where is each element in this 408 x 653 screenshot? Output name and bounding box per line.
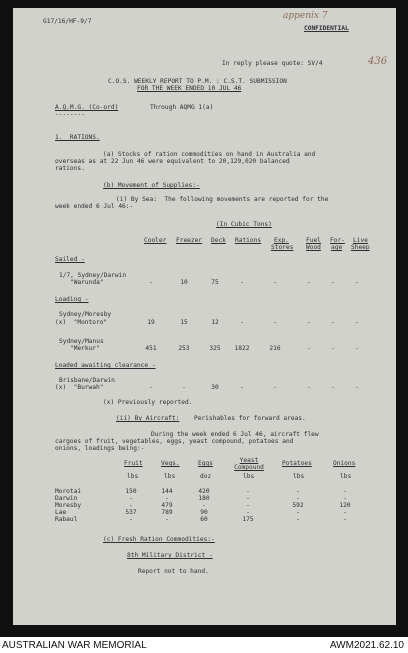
col-header-exp: Exp. bbox=[274, 237, 289, 244]
reply-reference: In reply please quote: SV/4 bbox=[222, 60, 323, 67]
reply-reference-handwritten: 436 bbox=[368, 56, 388, 67]
air-table-cell: 789 bbox=[161, 509, 173, 516]
sea-table-cell: 15 bbox=[180, 319, 188, 326]
air-table-cell: - bbox=[246, 502, 250, 509]
air-table-cell: - bbox=[202, 502, 206, 509]
air-table-cell: - bbox=[296, 509, 300, 516]
col-header-forage: For- bbox=[330, 237, 345, 244]
sea-table-cell: - bbox=[240, 319, 244, 326]
units-label: (In Cubic Tons) bbox=[216, 221, 272, 228]
air-unit: doz bbox=[200, 473, 212, 480]
para-c-heading: (c) Fresh Ration Commodities:- bbox=[103, 536, 215, 543]
loading-label: Loading - bbox=[55, 296, 89, 303]
through-line: Through AQMG 1(a) bbox=[150, 104, 214, 111]
para-a-line-3: rations. bbox=[55, 165, 85, 172]
air-table-cell: 150 bbox=[125, 488, 137, 495]
district-heading: 8th Military District - bbox=[127, 552, 213, 559]
air-row-place: Moresby bbox=[55, 502, 82, 509]
air-table-cell: - bbox=[296, 495, 300, 502]
air-unit: lbs bbox=[293, 473, 305, 480]
sea-table-cell: - bbox=[331, 319, 335, 326]
air-row-place: Morotai bbox=[55, 488, 82, 495]
air-header-onions: Onions bbox=[333, 460, 356, 467]
air-unit: lbs bbox=[243, 473, 255, 480]
sea-table-cell: 30 bbox=[211, 384, 219, 391]
sea-table-cell: 216 bbox=[269, 345, 281, 352]
air-table-cell: - bbox=[343, 488, 347, 495]
col-header-fuel: Fuel bbox=[306, 237, 321, 244]
air-unit: lbs bbox=[164, 473, 176, 480]
sea-table-cell: - bbox=[240, 279, 244, 286]
col-header-sheep: Sheep bbox=[351, 244, 370, 251]
sea-table-cell: - bbox=[273, 384, 277, 391]
para-a-line-2: overseas as at 22 Jun 46 were equivalent to 20,129,020 balanced bbox=[55, 158, 290, 165]
air-table-cell: - bbox=[296, 516, 300, 523]
report-title-line-2: FOR THE WEEK ENDED 10 JUL 46 bbox=[137, 85, 242, 92]
air-table-cell: - bbox=[129, 516, 133, 523]
classification-label: CONFIDENTIAL bbox=[304, 25, 349, 32]
air-table-cell: 420 bbox=[198, 488, 210, 495]
file-reference: G17/16/HF-9/7 bbox=[43, 18, 92, 25]
previously-reported-note: (x) Previously reported. bbox=[103, 399, 193, 406]
sea-table-cell: - bbox=[273, 279, 277, 286]
col-header-deck: Deck bbox=[211, 237, 226, 244]
air-table-cell: - bbox=[246, 488, 250, 495]
sea-table-cell: 19 bbox=[147, 319, 155, 326]
air-table-cell: 537 bbox=[125, 509, 137, 516]
air-table-cell: - bbox=[296, 488, 300, 495]
air-text-line-1: During the week ended 6 Jul 46, aircraft flew bbox=[151, 431, 319, 438]
air-table-cell: 180 bbox=[198, 495, 210, 502]
sea-table-cell: - bbox=[331, 345, 335, 352]
table-row-vessel: "Merkur" bbox=[70, 345, 100, 352]
air-table-cell: - bbox=[246, 509, 250, 516]
sea-table-cell: - bbox=[149, 279, 153, 286]
air-unit: lbs bbox=[127, 473, 139, 480]
air-table-cell: - bbox=[246, 495, 250, 502]
para-b-i-line-1: (i) By Sea: The following movements are reported for the bbox=[116, 196, 329, 203]
col-header-wood: Wood bbox=[306, 244, 321, 251]
air-table-cell: - bbox=[129, 502, 133, 509]
table-row-label: 1/7, Sydney/Darwin bbox=[59, 272, 127, 279]
air-table-cell: 592 bbox=[292, 502, 304, 509]
footer-accession: AWM2021.62.10 bbox=[329, 640, 404, 651]
document-page bbox=[13, 8, 396, 625]
air-table-cell: 175 bbox=[242, 516, 254, 523]
sea-table-cell: - bbox=[307, 345, 311, 352]
air-table-cell: 144 bbox=[161, 488, 173, 495]
air-table-cell: 120 bbox=[339, 502, 351, 509]
air-table-cell: 479 bbox=[161, 502, 173, 509]
air-table-cell: 90 bbox=[200, 509, 208, 516]
sea-table-cell: - bbox=[149, 384, 153, 391]
table-row-label: Sydney/Manus bbox=[59, 338, 104, 345]
para-b-heading: (b) Movement of Supplies:- bbox=[103, 182, 200, 189]
section-1-heading: 1. RATIONS. bbox=[55, 134, 100, 141]
col-header-cooler: Cooler bbox=[144, 237, 167, 244]
air-header-yeast: Yeast Compound bbox=[234, 457, 264, 471]
table-row-label: Sydney/Moresby bbox=[59, 311, 112, 318]
handwritten-note: appenix 7 bbox=[283, 11, 328, 21]
air-unit: lbs bbox=[340, 473, 352, 480]
sea-table-cell: 1822 bbox=[234, 345, 250, 352]
air-row-place: Rabaul bbox=[55, 516, 78, 523]
air-table-cell: - bbox=[129, 495, 133, 502]
sea-table-cell: 75 bbox=[211, 279, 219, 286]
air-header-fruit: Fruit bbox=[124, 460, 143, 467]
air-table-cell: - bbox=[343, 495, 347, 502]
air-header-eggs: Eggs bbox=[198, 460, 213, 467]
table-row-vessel: (x) "Montoro" bbox=[55, 319, 108, 326]
air-header-vegs: Vegs. bbox=[161, 460, 180, 467]
sea-table-cell: - bbox=[355, 319, 359, 326]
sea-table-cell: - bbox=[240, 384, 244, 391]
para-a-line-1: (a) Stocks of ration commodities on hand in Australia and bbox=[103, 151, 316, 158]
air-table-cell: - bbox=[343, 516, 347, 523]
table-row-vessel: (x) "Burwah" bbox=[55, 384, 104, 391]
sea-table-cell: - bbox=[355, 384, 359, 391]
sea-table-cell: - bbox=[331, 384, 335, 391]
air-table-cell: - bbox=[165, 495, 169, 502]
addressee-underline: -------- bbox=[55, 111, 85, 118]
air-header-potatoes: Potatoes bbox=[282, 460, 312, 467]
loaded-awaiting-label: Loaded awaiting clearance - bbox=[55, 362, 156, 369]
report-title-line-1: C.O.S. WEEKLY REPORT TO P.M. : C.S.T. SUBMISSION bbox=[108, 78, 287, 85]
table-row-vessel: "Warunda" bbox=[70, 279, 104, 286]
col-header-age: age bbox=[331, 244, 343, 251]
para-b-i-line-2: week ended 6 Jul 46:- bbox=[55, 203, 134, 210]
addressee: A.Q.M.G. (Co-ord) bbox=[55, 104, 119, 111]
sea-table-cell: - bbox=[331, 279, 335, 286]
sea-table-cell: - bbox=[307, 279, 311, 286]
sea-table-cell: - bbox=[307, 319, 311, 326]
col-header-freezer: Freezer bbox=[176, 237, 203, 244]
air-row-place: Darwin bbox=[55, 495, 78, 502]
col-header-live: Live bbox=[353, 237, 368, 244]
air-text-line-3: onions, loadings being:- bbox=[55, 445, 145, 452]
table-row-label: Brisbane/Darwin bbox=[59, 377, 115, 384]
para-b-ii-heading: (ii) By Aircraft: bbox=[116, 415, 180, 422]
footer-source: AUSTRALIAN WAR MEMORIAL bbox=[2, 640, 147, 651]
report-status: Report not to hand. bbox=[138, 568, 209, 575]
sea-table-cell: - bbox=[182, 384, 186, 391]
col-header-stores: Stores bbox=[271, 244, 294, 251]
air-table-cell: - bbox=[165, 516, 169, 523]
para-b-ii-text: Perishables for forward areas. bbox=[194, 415, 306, 422]
sea-table-cell: 12 bbox=[211, 319, 219, 326]
sailed-label: Sailed - bbox=[55, 256, 85, 263]
air-text-line-2: cargoes of fruit, vegetables, eggs, yeast compound, potatoes and bbox=[55, 438, 294, 445]
col-header-rations: Rations bbox=[235, 237, 262, 244]
sea-table-cell: 10 bbox=[180, 279, 188, 286]
sea-table-cell: 325 bbox=[209, 345, 221, 352]
sea-table-cell: - bbox=[355, 279, 359, 286]
air-row-place: Lae bbox=[55, 509, 67, 516]
sea-table-cell: 451 bbox=[145, 345, 157, 352]
sea-table-cell: 253 bbox=[178, 345, 190, 352]
air-table-cell: 60 bbox=[200, 516, 208, 523]
air-table-cell: - bbox=[343, 509, 347, 516]
sea-table-cell: - bbox=[355, 345, 359, 352]
sea-table-cell: - bbox=[307, 384, 311, 391]
sea-table-cell: - bbox=[273, 319, 277, 326]
